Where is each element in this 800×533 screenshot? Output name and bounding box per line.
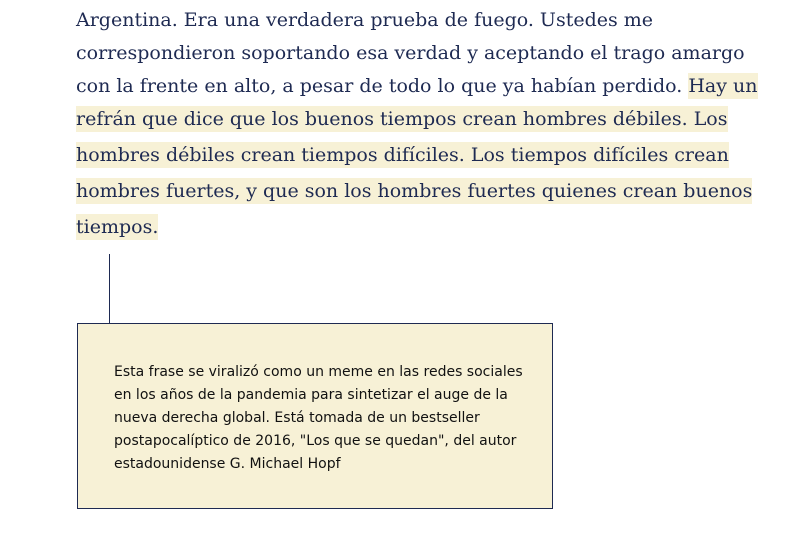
article-line — [76, 173, 753, 209]
highlighted-quote[interactable]: tiempos. — [76, 216, 159, 238]
highlighted-quote[interactable]: refrán que dice que los buenos tiempos crean hombres débiles. Los — [76, 108, 728, 130]
annotation-text-line: estadounidense G. Michael Hopf — [114, 456, 341, 472]
article-line — [76, 68, 758, 101]
annotation-text-line: en los años de la pandemia para sintetizar el auge de la — [114, 387, 508, 403]
article-line — [76, 101, 728, 137]
article-body — [76, 2, 758, 245]
highlighted-quote-start[interactable]: Hay un — [688, 75, 758, 97]
article-line: correspondieron soportando esa verdad y aceptando el trago amargo — [76, 42, 745, 64]
article-line — [76, 137, 729, 173]
annotation-text-line: postapocalíptico de 2016, "Los que se quedan", del autor — [114, 433, 517, 449]
highlighted-quote[interactable]: hombres débiles crean tiempos difíciles. Los tiempos difíciles crean — [76, 144, 729, 166]
highlighted-quote[interactable]: hombres fuertes, y que son los hombres fuertes quienes crean buenos — [76, 180, 753, 202]
article-line — [76, 209, 716, 245]
article-line: Argentina. Era una verdadera prueba de fuego. Ustedes me — [76, 9, 654, 31]
annotation-text-line: Esta frase se viralizó como un meme en las redes sociales — [114, 364, 523, 380]
annotation-box — [77, 323, 553, 509]
annotation-connector-line — [109, 254, 110, 324]
article-line-text: con la frente en alto, a pesar de todo lo que ya habían perdido. — [76, 75, 689, 97]
annotation-text-line: nueva derecha global. Está tomada de un bestseller — [114, 410, 480, 426]
